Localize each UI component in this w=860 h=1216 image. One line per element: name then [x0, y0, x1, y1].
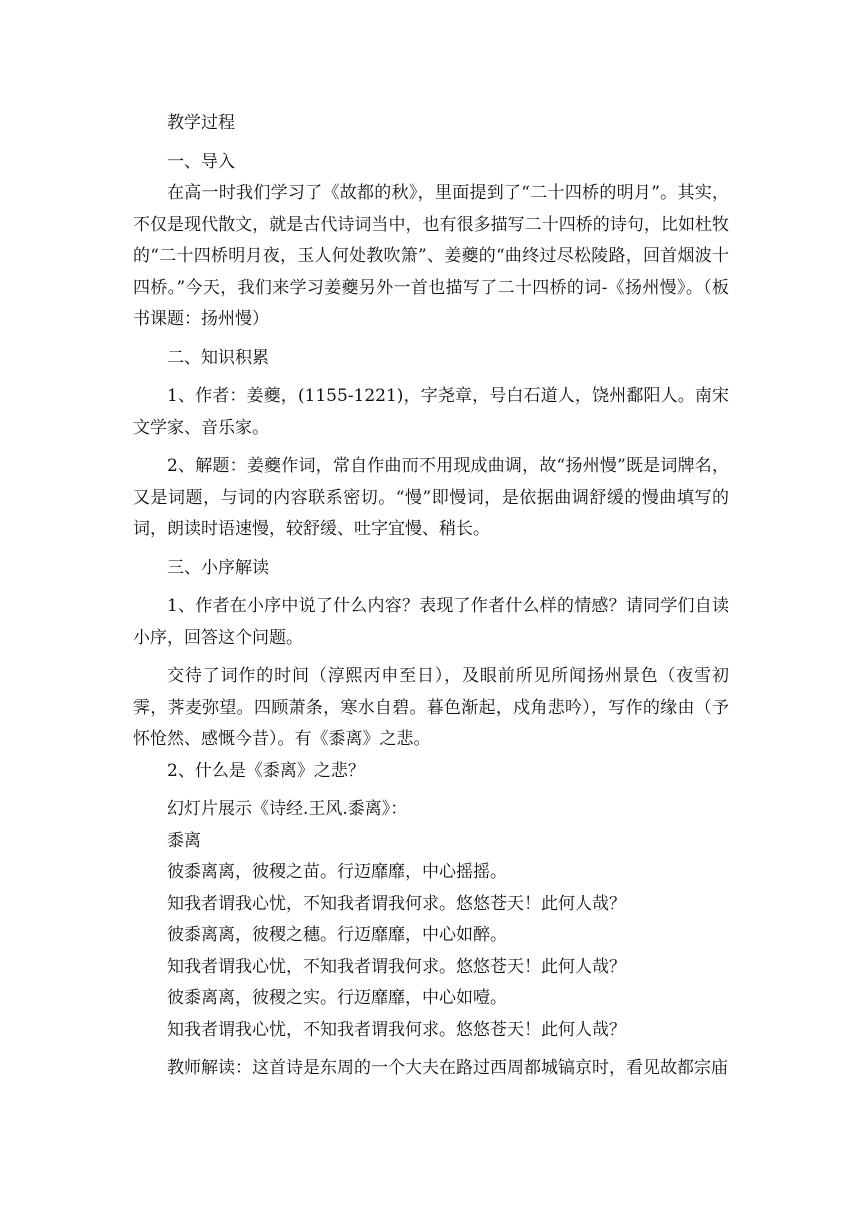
document-body — [133, 108, 729, 1085]
page-heading: 教学过程 — [167, 113, 235, 133]
teacher-commentary: 教师解读：这首诗是东周的一个大夫在路过西周都城镐京时，看见故都宗庙 — [167, 1058, 728, 1078]
author-paragraph: 1、作者：姜夔，(1155-1221)，字尧章，号白石道人，饶州鄱阳人。南宋文学家、音乐家。 — [133, 386, 729, 438]
poem-line: 彼黍离离，彼稷之苗。行迈靡靡，中心摇摇。 — [167, 862, 507, 882]
section-heading-knowledge: 二、知识积累 — [167, 347, 269, 368]
poem-line: 知我者谓我心忧，不知我者谓我何求。悠悠苍天！此何人哉？ — [167, 1019, 626, 1040]
question-1: 1、作者在小序中说了什么内容？表现了作者什么样的情感？请同学们自读小序，回答这个问题。 — [133, 596, 729, 648]
slide-caption: 幻灯片展示《诗经.王风.黍离》： — [167, 799, 408, 819]
section-heading-preface: 三、小序解读 — [167, 557, 269, 578]
poem-title: 黍离 — [167, 830, 201, 851]
section-heading-intro: 一、导入 — [167, 151, 235, 172]
question-2: 2、什么是《黍离》之悲？ — [167, 760, 365, 781]
answer-1: 交待了词作的时间（淳熙丙申至日），及眼前所见所闻扬州景色（夜雪初霁，荠麦弥望。四顾萧条，寒水自碧。暮色渐起，戍角悲吟），写作的缘由（予怀怆然、感慨今昔）。有《黍离》之悲。 — [133, 666, 729, 749]
poem-line: 知我者谓我心忧，不知我者谓我何求。悠悠苍天！此何人哉？ — [167, 893, 626, 914]
poem-line: 知我者谓我心忧，不知我者谓我何求。悠悠苍天！此何人哉？ — [167, 956, 626, 977]
poem-line: 彼黍离离，彼稷之穗。行迈靡靡，中心如醉。 — [167, 925, 507, 945]
intro-paragraph: 在高一时我们学习了《故都的秋》，里面提到了“二十四桥的明月”。其实，不仅是现代散文，就是古代诗词当中，也有很多描写二十四桥的诗句，比如杜牧的“二十四桥明月夜，玉人何处教吹箫”、姜夔的“曲终过尽松陵路，回首烟波十四桥。”今天，我们来学习姜夔另外一首也描写了二十四桥的词-《扬州慢》。（板书课题：扬州慢） — [133, 183, 729, 329]
title-explanation-paragraph: 2、解题：姜夔作词，常自作曲而不用现成曲调，故“扬州慢”既是词牌名，又是词题，与词的内容联系密切。“慢”即慢词，是依据曲调舒缓的慢曲填写的词，朗读时语速慢，较舒缓、吐字宜慢、稍长。 — [133, 456, 729, 539]
poem-line: 彼黍离离，彼稷之实。行迈靡靡，中心如噎。 — [167, 988, 507, 1008]
